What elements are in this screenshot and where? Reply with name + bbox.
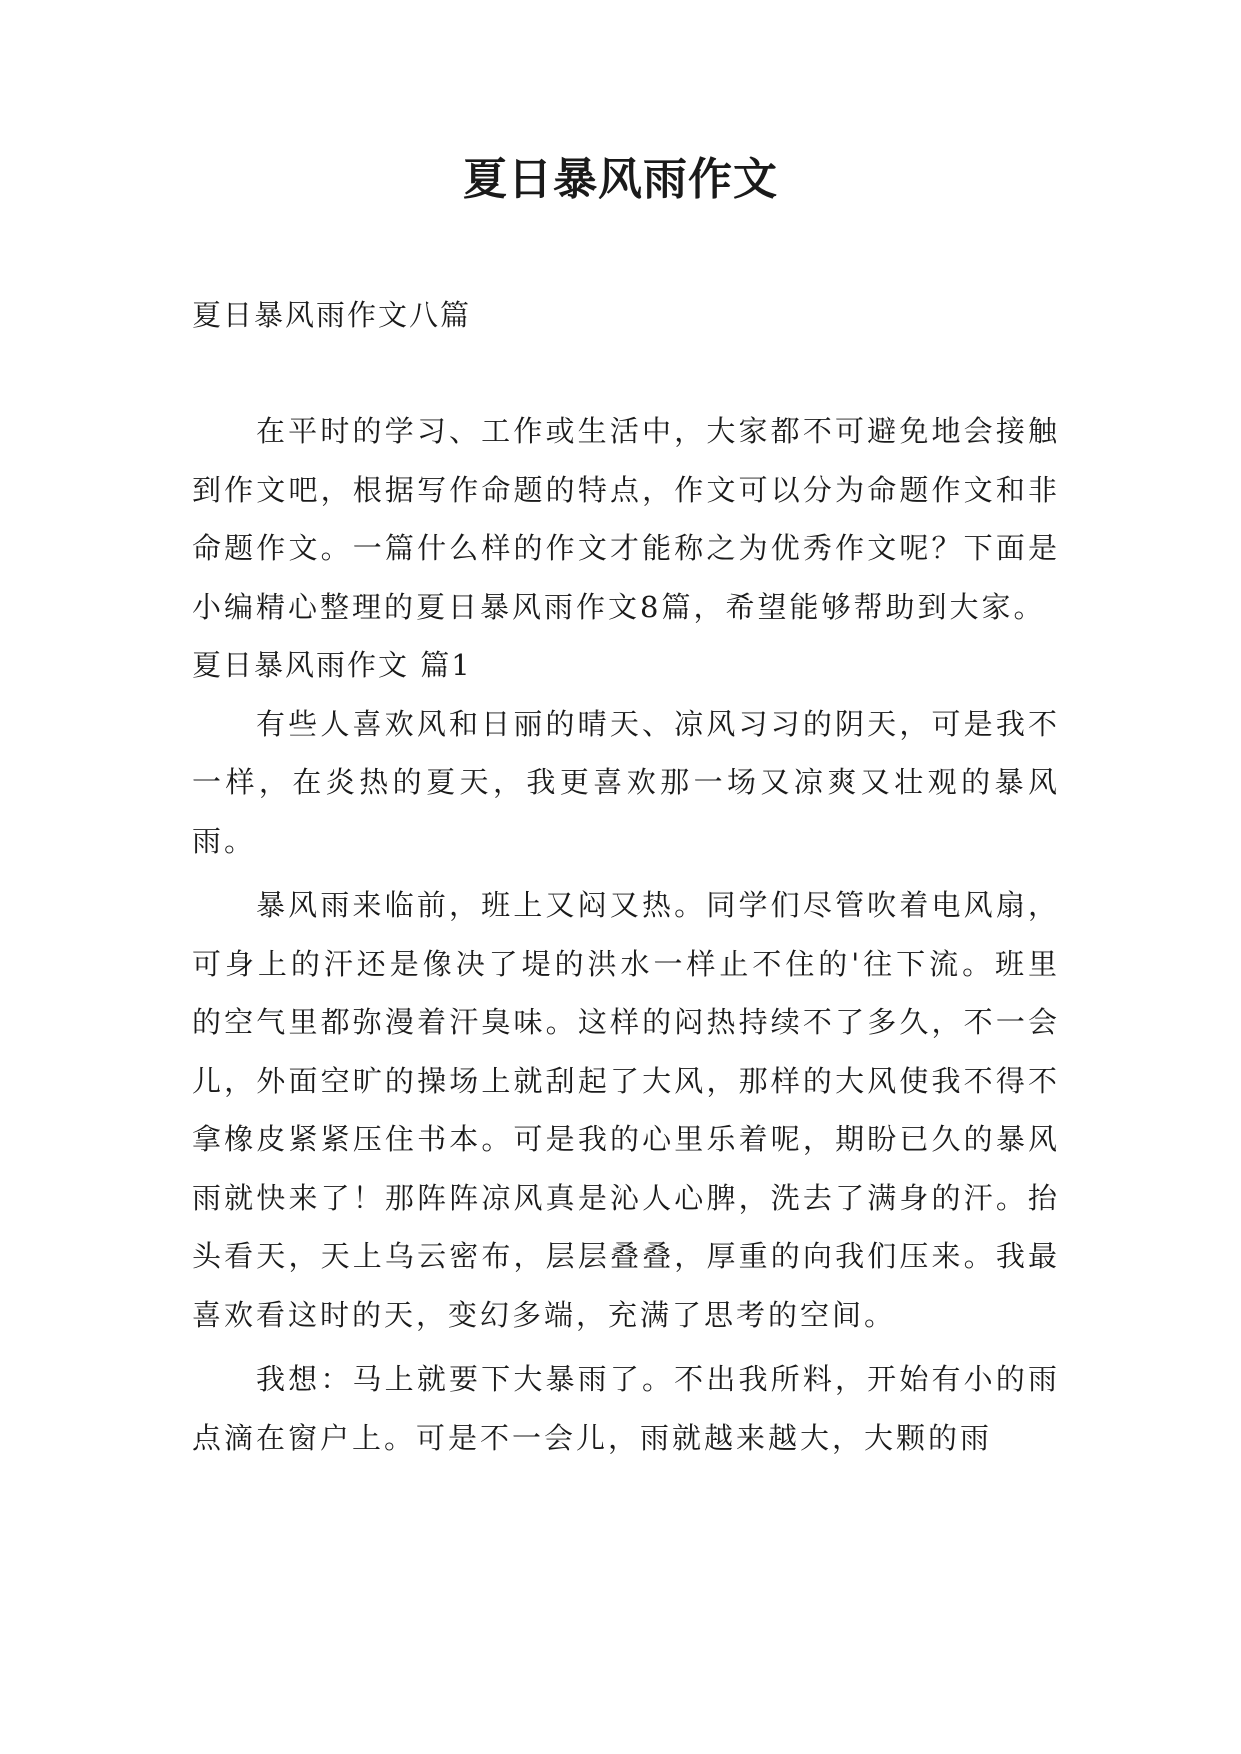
document-title: 夏日暴风雨作文 bbox=[463, 154, 778, 205]
body-paragraph: 我想：马上就要下大暴雨了。不出我所料，开始有小的雨点滴在窗户上。可是不一会儿，雨就越来越大，大颗的雨 bbox=[192, 1362, 1060, 1455]
document-body bbox=[192, 402, 1060, 1467]
document-subtitle: 夏日暴风雨作文八篇 bbox=[192, 298, 472, 332]
body-paragraph: 暴风雨来临前，班上又闷又热。同学们尽管吹着电风扇，可身上的汗还是像决了堤的洪水一样止不住的'往下流。班里的空气里都弥漫着汗臭味。这样的闷热持续不了多久，不一会儿，外面空旷的操场上就刮起了大风，那样的大风使我不得不拿橡皮紧紧压住书本。可是我的心里乐着呢，期盼已久的暴风雨就快来了！那阵阵凉风真是沁人心脾，洗去了满身的汗。抬头看天，天上乌云密布，层层叠叠，厚重的向我们压来。我最喜欢看这时的天，变幻多端，充满了思考的空间。 bbox=[192, 888, 1060, 1332]
body-paragraph: 有些人喜欢风和日丽的晴天、凉风习习的阴天，可是我不一样，在炎热的夏天，我更喜欢那一场又凉爽又壮观的暴风雨。 bbox=[192, 706, 1060, 858]
section-heading: 夏日暴风雨作文 篇1 bbox=[192, 648, 472, 682]
intro-paragraph: 在平时的学习、工作或生活中，大家都不可避免地会接触到作文吧，根据写作命题的特点，作文可以分为命题作文和非命题作文。一篇什么样的作文才能称之为优秀作文呢？下面是小编精心整理的夏日暴风雨作文8篇，希望能够帮助到大家。 bbox=[192, 414, 1060, 624]
